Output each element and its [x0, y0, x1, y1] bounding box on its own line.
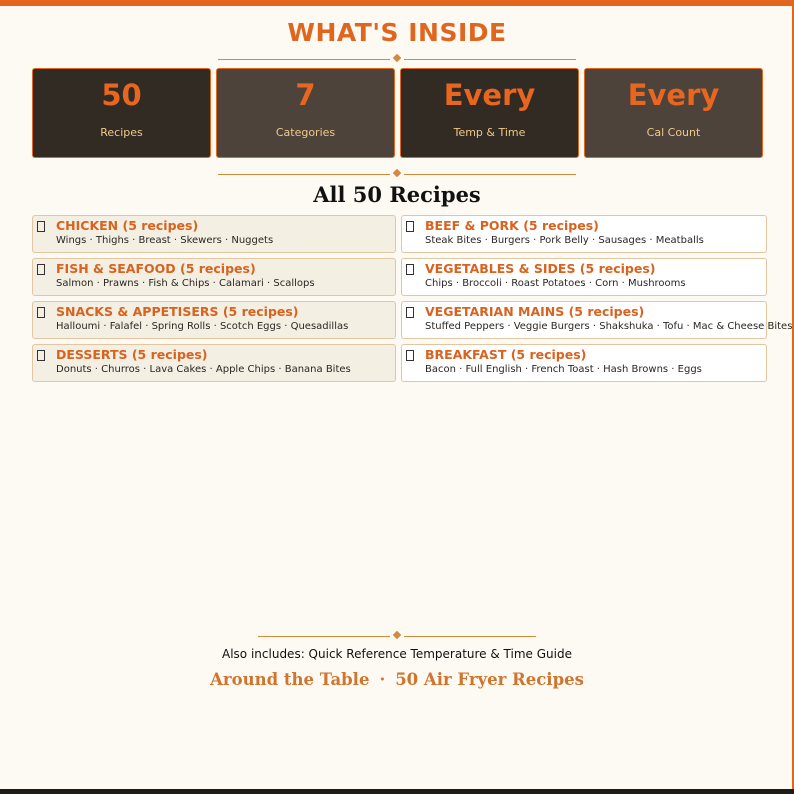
footer-separator: · — [379, 670, 386, 689]
category-card-chicken — [32, 215, 396, 253]
stats-row — [32, 68, 762, 158]
top-accent-bar — [0, 0, 794, 6]
divider-bottom — [258, 630, 536, 642]
missing-glyph-icon — [406, 350, 414, 361]
also-includes-note: Also includes: Quick Reference Temperature & Time Guide — [222, 647, 572, 661]
category-name: DESSERTS (5 recipes) — [56, 347, 208, 362]
stat-temp-time — [400, 68, 579, 158]
category-card-fish-seafood — [32, 258, 396, 296]
section-heading: All 50 Recipes — [313, 182, 481, 207]
category-name: BREAKFAST (5 recipes) — [425, 347, 587, 362]
category-card-vegetables-sides — [401, 258, 767, 296]
stat-cal-count — [584, 68, 763, 158]
footer-title — [0, 670, 794, 689]
category-card-beef-pork — [401, 215, 767, 253]
divider-middle — [218, 168, 576, 180]
stat-label: Recipes — [100, 126, 143, 139]
category-items: Bacon · Full English · French Toast · Hash Browns · Eggs — [425, 364, 702, 375]
diamond-ornament-icon — [393, 631, 401, 639]
diamond-ornament-icon — [393, 169, 401, 177]
category-items: Wings · Thighs · Breast · Skewers · Nuggets — [56, 235, 274, 246]
missing-glyph-icon — [406, 307, 414, 318]
category-items: Chips · Broccoli · Roast Potatoes · Corn · Mushrooms — [425, 278, 686, 289]
category-items: Steak Bites · Burgers · Pork Belly · Sausages · Meatballs — [425, 235, 704, 246]
missing-glyph-icon — [406, 264, 414, 275]
missing-glyph-icon — [37, 221, 45, 232]
stat-label: Temp & Time — [453, 126, 526, 139]
footer-right: 50 Air Fryer Recipes — [395, 670, 584, 689]
category-name: CHICKEN (5 recipes) — [56, 218, 199, 233]
missing-glyph-icon — [37, 350, 45, 361]
stat-recipes — [32, 68, 211, 158]
page-title: WHAT'S INSIDE — [287, 18, 507, 47]
divider-top — [218, 53, 576, 65]
stat-value: 7 — [295, 78, 316, 112]
category-name: VEGETABLES & SIDES (5 recipes) — [425, 261, 656, 276]
stat-value: 50 — [101, 78, 142, 112]
category-name: FISH & SEAFOOD (5 recipes) — [56, 261, 256, 276]
category-card-vegetarian-mains — [401, 301, 793, 339]
diamond-ornament-icon — [393, 54, 401, 62]
footer-left: Around the Table — [210, 670, 370, 689]
category-name: BEEF & PORK (5 recipes) — [425, 218, 599, 233]
category-items: Halloumi · Falafel · Spring Rolls · Scotch Eggs · Quesadillas — [56, 321, 349, 332]
category-name: SNACKS & APPETISERS (5 recipes) — [56, 304, 299, 319]
category-items: Stuffed Peppers · Veggie Burgers · Shakshuka · Tofu · Mac & Cheese Bites — [425, 321, 793, 332]
category-card-desserts — [32, 344, 396, 382]
category-card-snacks-appetisers — [32, 301, 396, 339]
category-name: VEGETARIAN MAINS (5 recipes) — [425, 304, 645, 319]
stat-value: Every — [627, 78, 720, 112]
missing-glyph-icon — [37, 307, 45, 318]
category-items: Donuts · Churros · Lava Cakes · Apple Chips · Banana Bites — [56, 364, 351, 375]
stat-categories — [216, 68, 395, 158]
missing-glyph-icon — [406, 221, 414, 232]
stat-label: Cal Count — [646, 126, 701, 139]
stat-value: Every — [443, 78, 536, 112]
bottom-bar — [0, 789, 794, 794]
category-items: Salmon · Prawns · Fish & Chips · Calamari · Scallops — [56, 278, 315, 289]
category-card-breakfast — [401, 344, 767, 382]
stat-label: Categories — [275, 126, 336, 139]
missing-glyph-icon — [37, 264, 45, 275]
